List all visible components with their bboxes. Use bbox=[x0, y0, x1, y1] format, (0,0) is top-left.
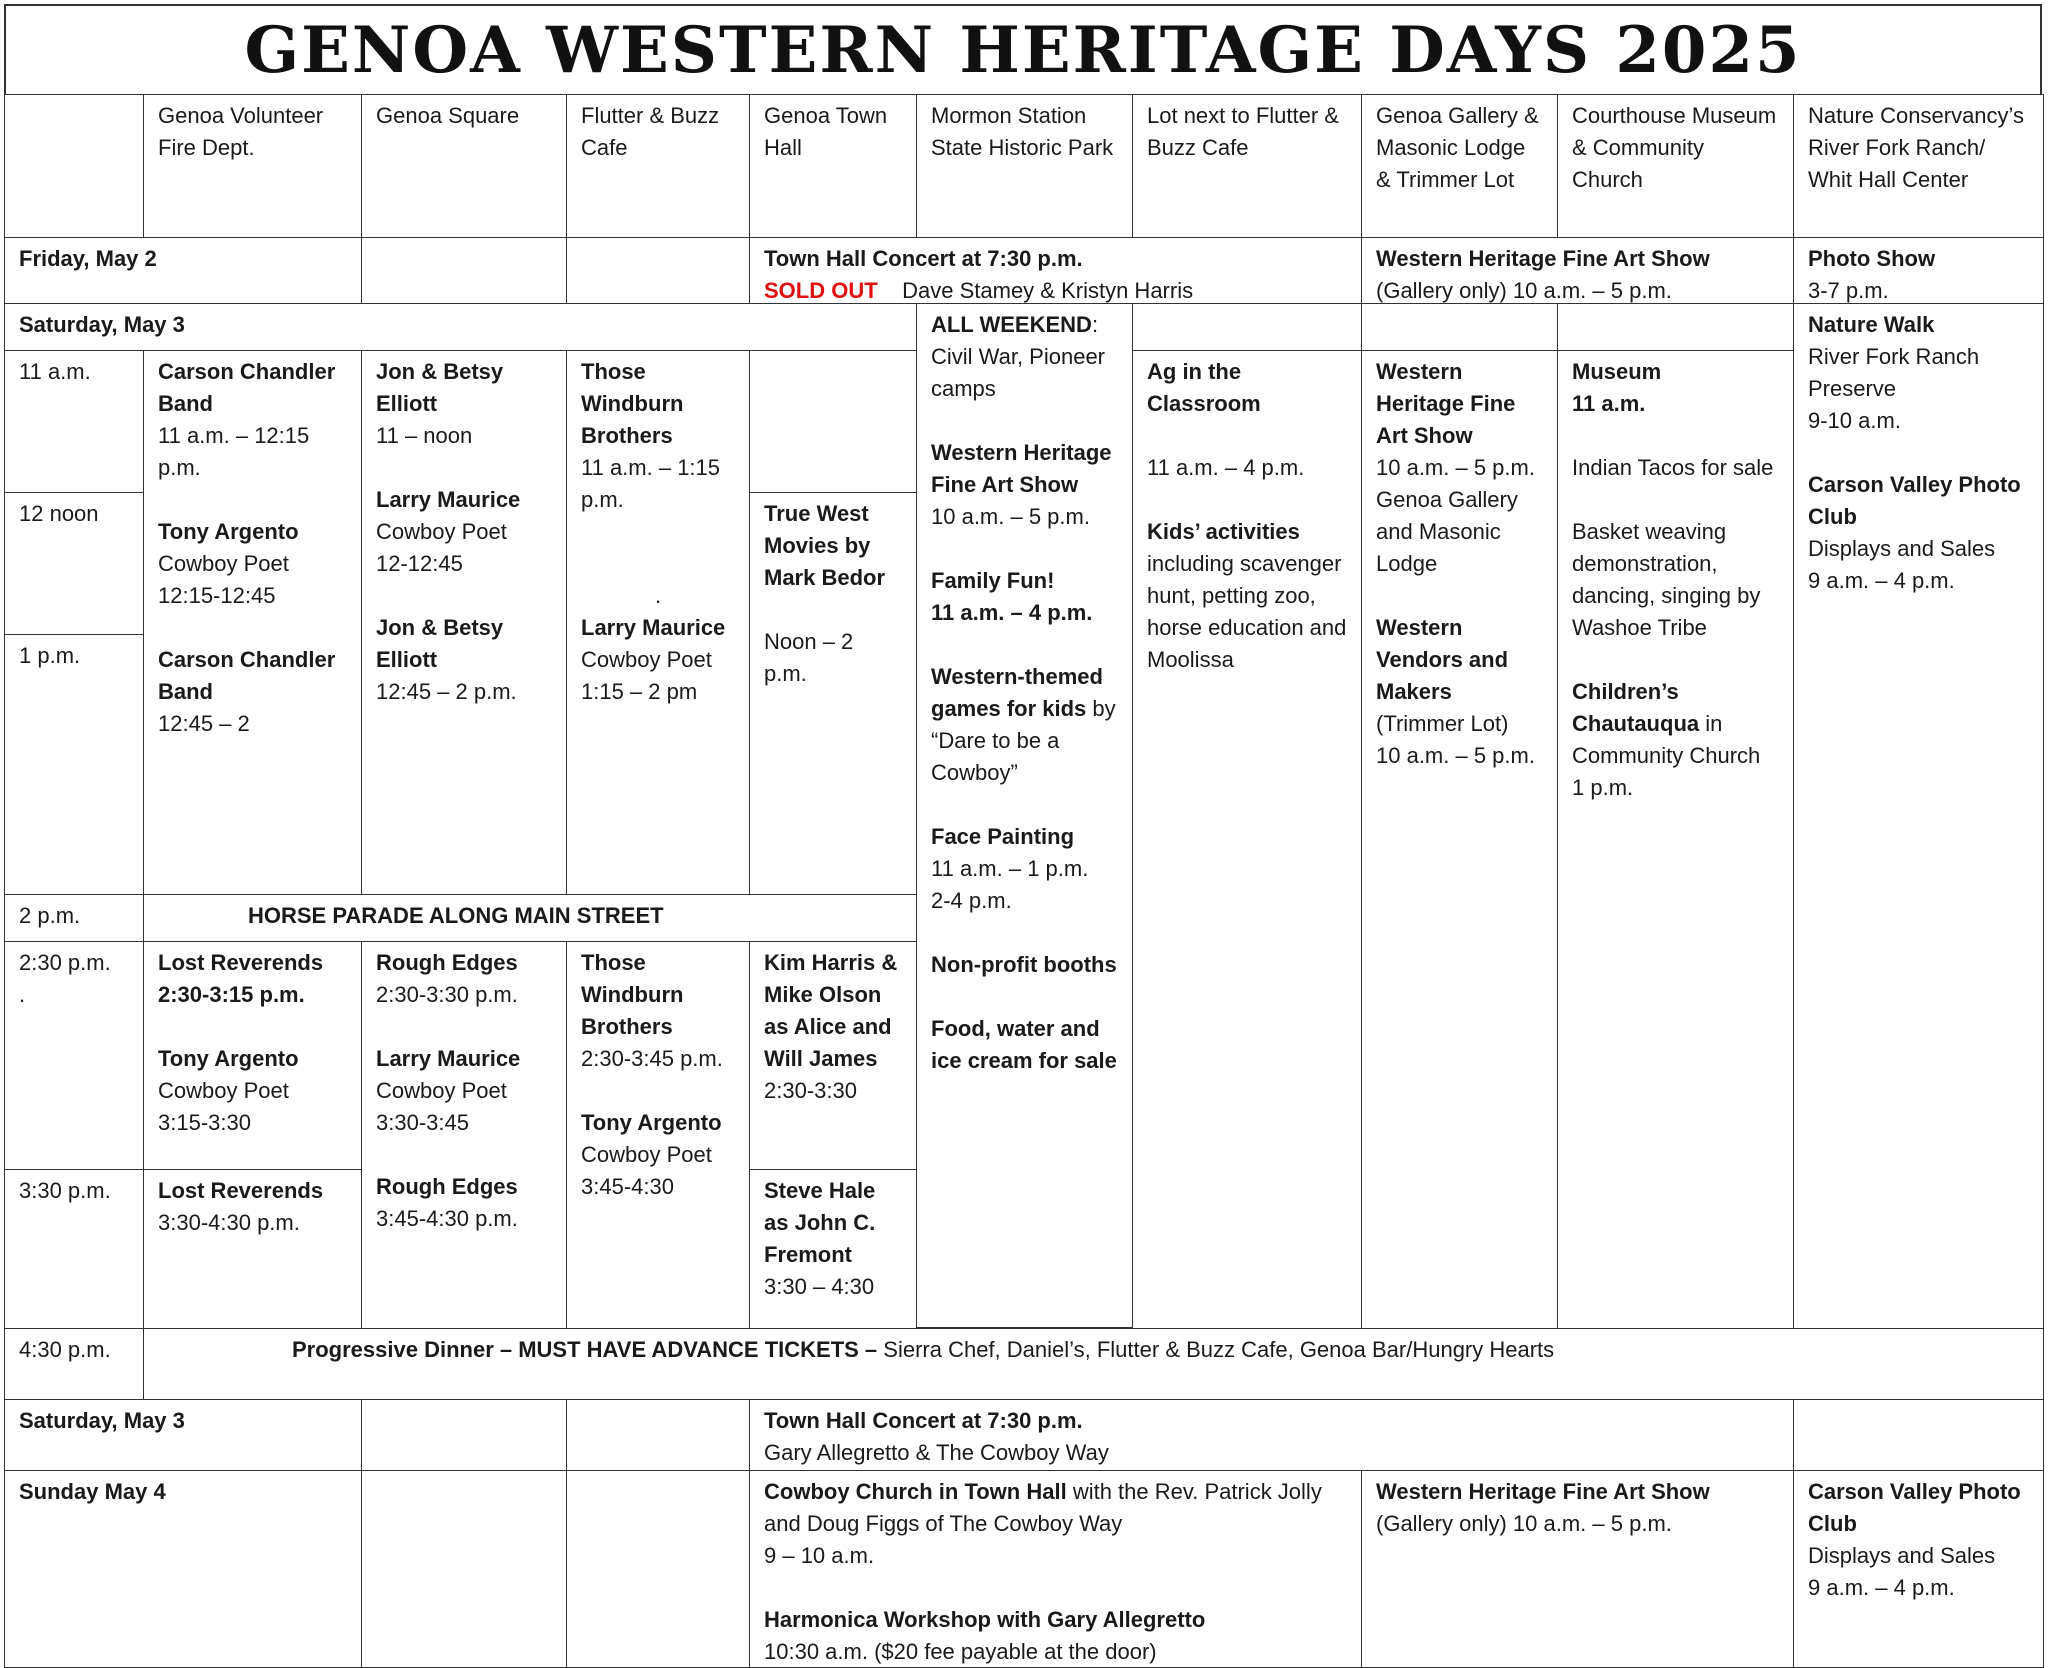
harmonica-detail: 10:30 a.m. ($20 fee payable at the door) bbox=[764, 1639, 1157, 1664]
act-name: True West Movies by Mark Bedor bbox=[764, 501, 886, 590]
photo-club-title: Carson Valley Photo Club bbox=[1808, 1479, 2021, 1536]
empty-cell bbox=[566, 237, 750, 304]
act-time: 12:45 – 2 p.m. bbox=[376, 679, 517, 704]
act-role: Cowboy Poet bbox=[581, 647, 712, 672]
nature-walk-title: Nature Walk bbox=[1808, 312, 1935, 337]
time-label: 2 p.m. bbox=[4, 894, 144, 942]
vendors-title: Western Vendors and Makers bbox=[1376, 615, 1509, 704]
time-label: 1 p.m. bbox=[4, 634, 144, 895]
act-time: 11 a.m. – 1:15 p.m. bbox=[581, 455, 721, 512]
all-weekend-cell bbox=[916, 303, 1133, 1328]
fire-dept-morning bbox=[143, 350, 362, 895]
act-name: Rough Edges bbox=[376, 950, 518, 975]
nature-cell bbox=[1793, 303, 2044, 1329]
booths-title: Non-profit booths bbox=[931, 952, 1117, 977]
square-afternoon bbox=[361, 941, 567, 1329]
empty-cell bbox=[566, 1470, 750, 1668]
act-name: Tony Argento bbox=[158, 519, 299, 544]
empty-cell bbox=[361, 1470, 567, 1668]
photo-club-detail: Displays and Sales bbox=[1808, 1543, 1996, 1568]
empty-cell bbox=[361, 1399, 567, 1471]
time-label: 3:30 p.m. bbox=[4, 1169, 144, 1329]
day-label: Saturday, May 3 bbox=[4, 303, 917, 351]
all-weekend-label: ALL WEEKEND bbox=[931, 312, 1092, 337]
vendors-place: (Trimmer Lot) bbox=[1376, 711, 1509, 736]
family-fun-title: Family Fun! bbox=[931, 568, 1055, 593]
act-name: Jon & Betsy Elliott bbox=[376, 359, 504, 416]
act-time: 3:30 – 4:30 bbox=[764, 1274, 875, 1299]
day-label: Friday, May 2 bbox=[4, 237, 362, 304]
face-painting-title: Face Painting bbox=[931, 824, 1075, 849]
nature-walk-time: 9-10 a.m. bbox=[1808, 408, 1901, 433]
time-label bbox=[4, 941, 144, 1170]
vendors-time: 10 a.m. – 5 p.m. bbox=[1376, 743, 1535, 768]
act-time: 2:30-3:30 p.m. bbox=[376, 982, 518, 1007]
food-title: Food, water and ice cream for sale bbox=[931, 1016, 1117, 1073]
act-time: 3:45-4:30 p.m. bbox=[376, 1206, 518, 1231]
museum-title: Museum bbox=[1572, 359, 1662, 384]
location-header: Genoa Square bbox=[361, 94, 567, 238]
act-role: Cowboy Poet bbox=[581, 1142, 712, 1167]
page-title: GENOA WESTERN HERITAGE DAYS 2025 bbox=[4, 4, 2042, 94]
gallery-cell bbox=[1361, 350, 1558, 1329]
horse-parade: HORSE PARADE ALONG MAIN STREET bbox=[143, 894, 917, 942]
act-time: 3:45-4:30 bbox=[581, 1174, 674, 1199]
dinner-title: Progressive Dinner – MUST HAVE ADVANCE TICKETS – bbox=[292, 1337, 878, 1362]
time-label: 4:30 p.m. bbox=[4, 1328, 144, 1400]
ag-classroom-time: 11 a.m. – 4 p.m. bbox=[1147, 455, 1305, 480]
cafe-afternoon bbox=[566, 941, 750, 1329]
empty-cell bbox=[1361, 303, 1558, 351]
stray-mark: . bbox=[654, 583, 662, 608]
museum-cell bbox=[1557, 350, 1794, 1329]
friday-photo-cell bbox=[1793, 237, 2044, 304]
act-time: 3:30-4:30 p.m. bbox=[158, 1210, 300, 1235]
act-time: 11 – noon bbox=[376, 423, 473, 448]
family-fun-time: 11 a.m. – 4 p.m. bbox=[931, 600, 1093, 625]
empty-cell bbox=[566, 1399, 750, 1471]
tacos-text: Indian Tacos for sale bbox=[1572, 455, 1774, 480]
townhall-afternoon bbox=[749, 941, 917, 1170]
concert-title: Town Hall Concert at 7:30 p.m. bbox=[764, 1408, 1083, 1433]
empty-cell bbox=[1557, 303, 1794, 351]
art-show-title: Western Heritage Fine Art Show bbox=[1376, 359, 1516, 448]
camps-text: Civil War, Pioneer camps bbox=[931, 344, 1106, 401]
fire-dept-late bbox=[143, 1169, 362, 1329]
act-name: Kim Harris & Mike Olson as Alice and Will James bbox=[764, 950, 898, 1071]
harmonica-title: Harmonica Workshop with Gary Allegretto bbox=[764, 1607, 1206, 1632]
location-header: Mormon Station State Historic Park bbox=[916, 94, 1133, 238]
act-name: Those Windburn Brothers bbox=[581, 950, 684, 1039]
museum-time: 11 a.m. bbox=[1572, 391, 1646, 416]
chautauqua-detail: in Community Church bbox=[1572, 711, 1761, 768]
time-text: . bbox=[19, 982, 26, 1007]
act-time: Noon – 2 p.m. bbox=[764, 629, 854, 686]
act-time: 3:30-3:45 bbox=[376, 1110, 469, 1135]
day-label: Sunday May 4 bbox=[4, 1470, 362, 1668]
day-label: Saturday, May 3 bbox=[4, 1399, 362, 1471]
saturday-concert-cell bbox=[749, 1399, 1794, 1471]
act-name: Rough Edges bbox=[376, 1174, 518, 1199]
fire-dept-afternoon bbox=[143, 941, 362, 1170]
photo-club-time: 9 a.m. – 4 p.m. bbox=[1808, 568, 1955, 593]
act-time: 12:45 – 2 bbox=[158, 711, 250, 736]
empty-cell bbox=[361, 237, 567, 304]
act-name: Larry Maurice bbox=[581, 615, 726, 640]
act-name: Carson Chandler Band bbox=[158, 647, 336, 704]
dinner-venues: Sierra Chef, Daniel’s, Flutter & Buzz Cafe, Genoa Bar/Hungry Hearts bbox=[877, 1337, 1555, 1362]
location-header: Courthouse Museum & Community Church bbox=[1557, 94, 1794, 238]
face-painting-time: 2-4 p.m. bbox=[931, 888, 1012, 913]
act-role: Cowboy Poet bbox=[376, 1078, 507, 1103]
church-detail: with the Rev. Patrick Jolly and Doug Figgs of The Cowboy Way bbox=[764, 1479, 1322, 1536]
time-text: 2:30 p.m. bbox=[19, 950, 111, 975]
act-time: 11 a.m. – 12:15 p.m. bbox=[158, 423, 310, 480]
location-header: Flutter & Buzz Cafe bbox=[566, 94, 750, 238]
sunday-church-cell bbox=[749, 1470, 1362, 1668]
act-name: Tony Argento bbox=[581, 1110, 722, 1135]
act-time: 12-12:45 bbox=[376, 551, 463, 576]
time-label: 11 a.m. bbox=[4, 350, 144, 493]
kids-activities-detail: including scavenger hunt, petting zoo, horse education and Moolissa bbox=[1147, 551, 1347, 672]
art-show-title: Western Heritage Fine Art Show bbox=[1376, 246, 1710, 271]
act-name: Lost Reverends bbox=[158, 1178, 324, 1203]
act-time: 2:30-3:30 bbox=[764, 1078, 857, 1103]
cafe-morning bbox=[566, 350, 750, 895]
art-show-time: 10 a.m. – 5 p.m. bbox=[1376, 455, 1535, 480]
square-morning bbox=[361, 350, 567, 895]
art-show-detail: (Gallery only) 10 a.m. – 5 p.m. bbox=[1376, 278, 1672, 303]
sunday-photo-club-cell bbox=[1793, 1470, 2044, 1668]
act-name: Steve Hale as John C. Fremont bbox=[764, 1178, 876, 1267]
act-time: 1:15 – 2 pm bbox=[581, 679, 698, 704]
art-show-detail: (Gallery only) 10 a.m. – 5 p.m. bbox=[1376, 1511, 1672, 1536]
act-name: Those Windburn Brothers bbox=[581, 359, 684, 448]
church-time: 9 – 10 a.m. bbox=[764, 1543, 875, 1568]
games-title: Western-themed games for kids bbox=[931, 664, 1103, 721]
location-header: Nature Conservancy’s River Fork Ranch/ Whit Hall Center bbox=[1793, 94, 2044, 238]
photo-show-title: Photo Show bbox=[1808, 246, 1936, 271]
face-painting-time: 11 a.m. – 1 p.m. bbox=[931, 856, 1089, 881]
friday-concert-cell bbox=[749, 237, 1362, 304]
act-time: 3:15-3:30 bbox=[158, 1110, 251, 1135]
photo-club-detail: Displays and Sales bbox=[1808, 536, 1996, 561]
photo-club-time: 9 a.m. – 4 p.m. bbox=[1808, 1575, 1955, 1600]
church-title: Cowboy Church in Town Hall bbox=[764, 1479, 1067, 1504]
act-time: 12:15-12:45 bbox=[158, 583, 276, 608]
empty-cell bbox=[1132, 303, 1362, 351]
location-header: Genoa Town Hall bbox=[749, 94, 917, 238]
basket-text: Basket weaving demonstration, dancing, singing by Washoe Tribe bbox=[1572, 519, 1761, 640]
photo-club-title: Carson Valley Photo Club bbox=[1808, 472, 2021, 529]
act-role: Cowboy Poet bbox=[158, 551, 289, 576]
art-show-place: Genoa Gallery and Masonic Lodge bbox=[1376, 487, 1518, 576]
location-header: Genoa Gallery & Masonic Lodge & Trimmer Lot bbox=[1361, 94, 1558, 238]
location-header: Genoa Volunteer Fire Dept. bbox=[143, 94, 362, 238]
photo-show-time: 3-7 p.m. bbox=[1808, 278, 1889, 303]
townhall-morning bbox=[749, 492, 917, 895]
act-name: Lost Reverends bbox=[158, 950, 324, 975]
empty-cell bbox=[1793, 1399, 2044, 1471]
art-show-title: Western Heritage Fine Art Show bbox=[1376, 1479, 1710, 1504]
ag-classroom-title: Ag in the Classroom bbox=[1147, 359, 1261, 416]
time-label: 12 noon bbox=[4, 492, 144, 635]
progressive-dinner bbox=[143, 1328, 2044, 1400]
act-name: Carson Chandler Band bbox=[158, 359, 336, 416]
concert-performers: Gary Allegretto & The Cowboy Way bbox=[764, 1440, 1109, 1465]
townhall-late bbox=[749, 1169, 917, 1329]
location-header: Lot next to Flutter & Buzz Cafe bbox=[1132, 94, 1362, 238]
act-role: Cowboy Poet bbox=[376, 519, 507, 544]
act-name: Larry Maurice bbox=[376, 487, 521, 512]
act-name: Larry Maurice bbox=[376, 1046, 521, 1071]
nature-walk-place: River Fork Ranch Preserve bbox=[1808, 344, 1980, 401]
concert-title: Town Hall Concert at 7:30 p.m. bbox=[764, 246, 1083, 271]
kids-activities-title: Kids’ activities bbox=[1147, 519, 1300, 544]
act-role: Cowboy Poet bbox=[158, 1078, 289, 1103]
sunday-art-cell bbox=[1361, 1470, 1794, 1668]
act-time: 2:30-3:45 p.m. bbox=[581, 1046, 723, 1071]
act-time: 2:30-3:15 p.m. bbox=[158, 982, 305, 1007]
concert-performers: Dave Stamey & Kristyn Harris bbox=[902, 278, 1194, 303]
sold-out-badge: SOLD OUT bbox=[764, 278, 878, 303]
games-detail: by “Dare to be a Cowboy” bbox=[931, 696, 1116, 785]
empty-cell bbox=[749, 350, 917, 493]
art-show-title: Western Heritage Fine Art Show bbox=[931, 440, 1112, 497]
act-name: Tony Argento bbox=[158, 1046, 299, 1071]
schedule-table bbox=[4, 94, 2044, 1664]
friday-art-cell bbox=[1361, 237, 1794, 304]
corner-cell bbox=[4, 94, 144, 238]
all-weekend-colon: : bbox=[1091, 312, 1099, 337]
chautauqua-time: 1 p.m. bbox=[1572, 775, 1634, 800]
ag-classroom-cell bbox=[1132, 350, 1362, 1329]
act-name: Jon & Betsy Elliott bbox=[376, 615, 504, 672]
chautauqua-title: Children’s Chautauqua bbox=[1572, 679, 1700, 736]
art-show-time: 10 a.m. – 5 p.m. bbox=[931, 504, 1090, 529]
